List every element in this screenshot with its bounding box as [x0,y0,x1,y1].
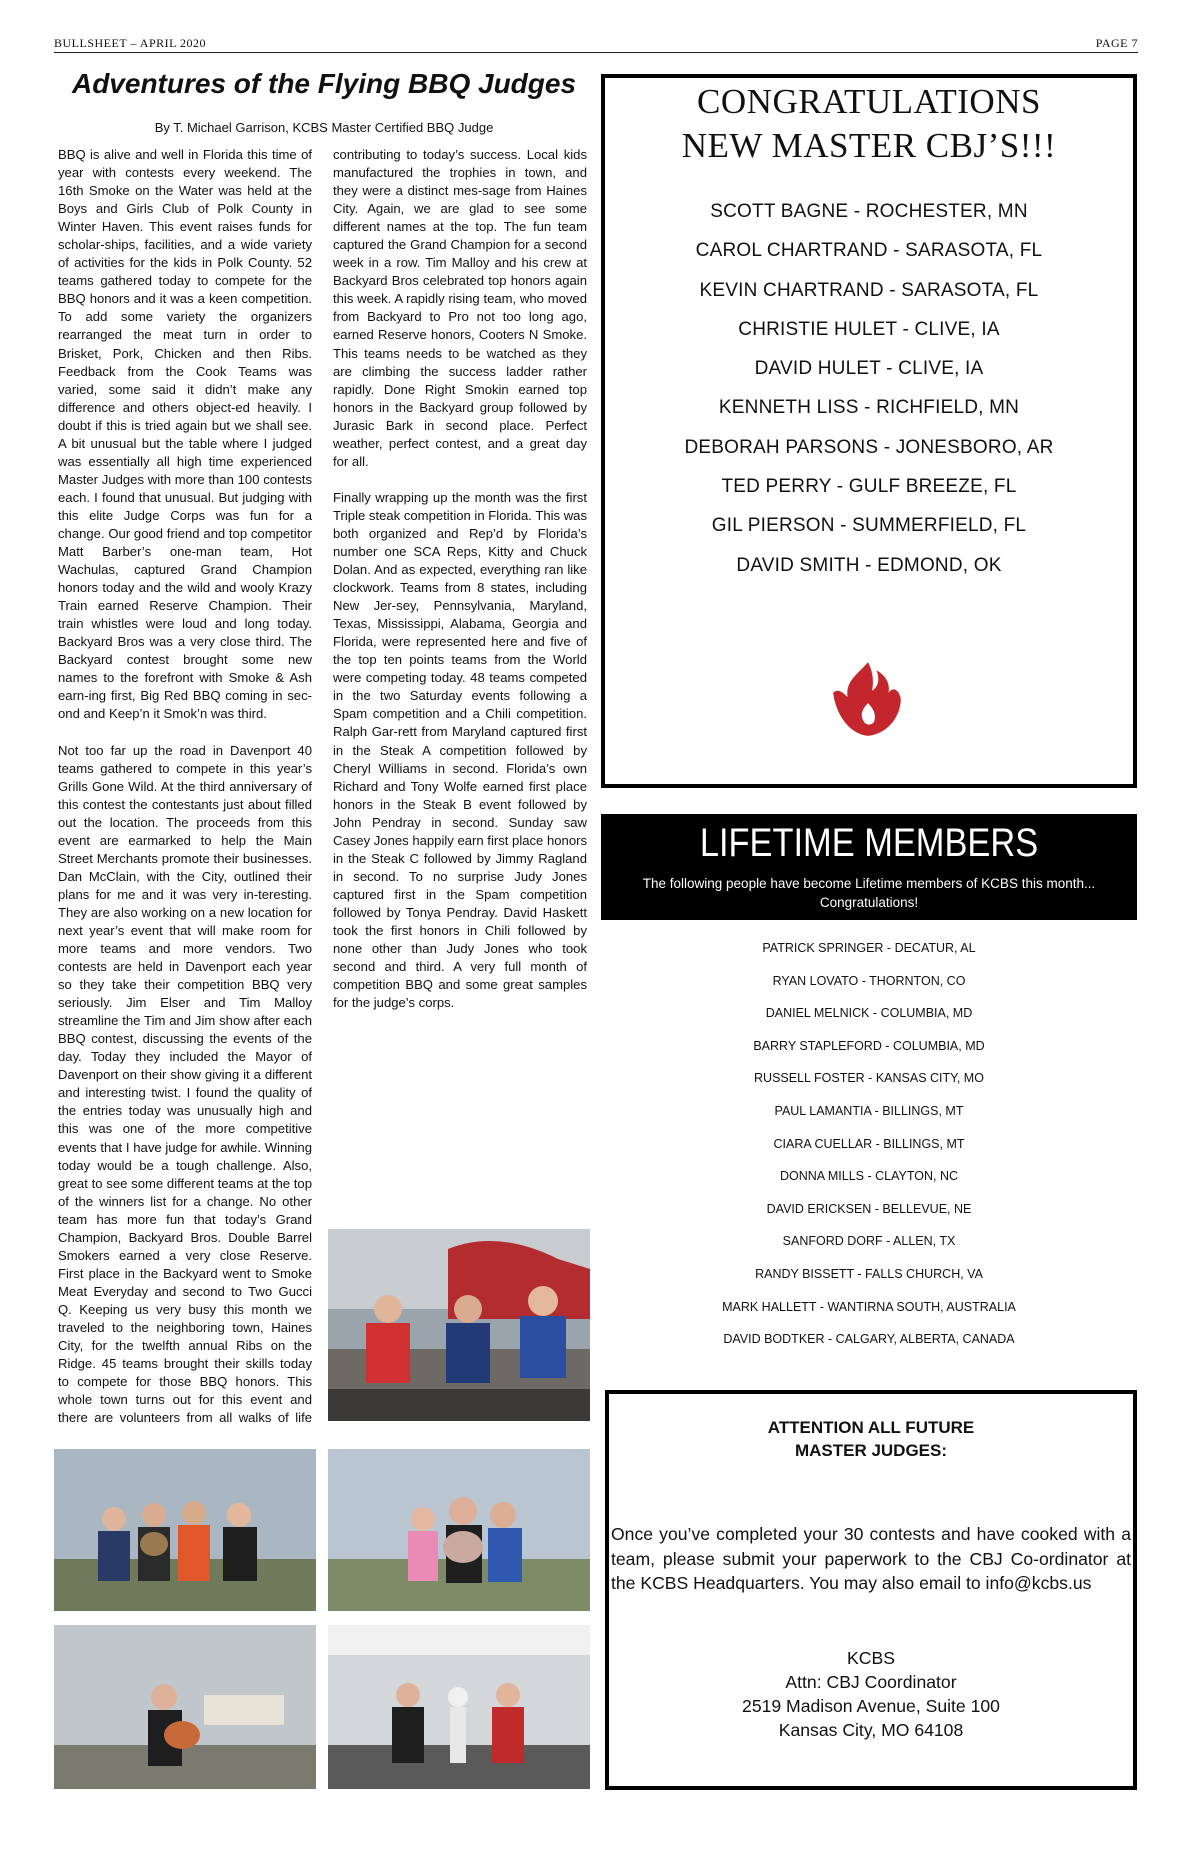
list-item: DEBORAH PARSONS - JONESBORO, AR [684,436,1054,458]
list-item: GIL PIERSON - SUMMERFIELD, FL [711,515,1027,537]
running-head [54,34,1138,53]
lifetime-members-title: LIFETIME MEMBERS [699,821,1039,865]
address-line: KCBS [847,1647,895,1668]
list-item: DAVID SMITH - EDMOND, OK [736,554,1002,576]
list-item: SANFORD DORF - ALLEN, TX [782,1234,956,1249]
attention-body: Once you’ve completed your 30 contests and have cooked with a team, please submit your paperwork to the CBJ Co-ordinator at the KCBS Headquarters. You may also email to info@kcbs.us [611,1524,1131,1593]
list-item: KEVIN CHARTRAND - SARASOTA, FL [699,279,1039,301]
list-item: DANIEL MELNICK - COLUMBIA, MD [765,1006,973,1021]
list-item: SCOTT BAGNE - ROCHESTER, MN [710,201,1028,222]
list-item: DONNA MILLS - CLAYTON, NC [779,1169,959,1184]
publication-name: BULLSHEET – APRIL 2020 [54,36,207,50]
address-line: Kansas City, MO 64108 [778,1719,964,1740]
address-line: 2519 Madison Avenue, Suite 100 [742,1695,1000,1716]
list-item: RYAN LOVATO - THORNTON, CO [772,973,966,988]
photo-group-with-sign [328,1449,590,1611]
lifetime-members-intro: The following people have become Lifetime members of KCBS this month... Congratulations! [642,876,1096,910]
photo-winner-with-barrel [54,1625,316,1789]
attention-title: ATTENTION ALL FUTURE MASTER JUDGES: [767,1418,975,1460]
list-item: RANDY BISSETT - FALLS CHURCH, VA [755,1266,983,1281]
list-item: CIARA CUELLAR - BILLINGS, MT [773,1136,965,1151]
flame-icon [827,658,909,740]
new-master-cbj-list [605,192,1133,585]
list-item: DAVID ERICKSEN - BELLEVUE, NE [766,1201,972,1216]
list-item: DAVID BODTKER - CALGARY, ALBERTA, CANADA [723,1332,1015,1347]
lifetime-members-header [601,814,1137,920]
list-item: BARRY STAPLEFORD - COLUMBIA, MD [753,1038,985,1053]
article-paragraph: Not too far up the road in Davenport 40 teams gathered to compete in this year’s Grills Gone Wild. At the third anniversary of this contest the contestants just about filled out the location. The proceeds from this event are earmarked to help the Main Street Merchants promote their businesses. Dan McClain, with the City, outlined their plans for me and it was very in-teresting. They are also working on a new location for next year’s event that will make room for more teams and more vendors. Two contests are held in Davenport each year so they take their competition BBQ very seriously. Jim Elser and Tim Malloy streamline the Tim and Jim show after each BBQ contest, discussing the events of the day. Today they included the Mayor of Davenport on their show giving it a different and interesting twist. I found the quality of the entries today was unusually high and this was one of the more competitive events that I have judge for awhile. Winning today would be a tough challenge. Also, great to see some different teams at the top of the winners list for a change. No other team has more fun that today’s Grand Champion, Backyard Bros. Double Barrel Smokers earned a very close Reserve. First place in the Backyard went to Smoke Meat Everyday and second to Two Gucci Q. Keeping us very busy this month we traveled to the neighboring town, Haines City, for the twelfth annual Ribs on the Ridge. 45 teams brought their skills today to compete for those BBQ honors. This whole town turns out for this event and there are volunteers from all walks of life contributing to today’s success. Local kids manufactured the trophies in town, and they were a distinct mes-sage from Haines City. Again, we are glad to see some different names at the top. The fun team captured the Grand Champion for a second week in a row. Tim Malloy and his crew at Backyard Bros celebrated top honors again this week. A rapidly rising team, who moved from Backyard to Pro not too long ago, earned Reserve honors, Cooters N Smoke. This teams needs to be watched as they are climbing the success ladder rather rapidly. Done Right Smokin earned top honors in the Backyard group followed by Jurasic Bark in second place. Perfect weather, perfect contest, and a great day for all. [58,147,587,1426]
photo-group-with-skeleton [328,1625,590,1789]
list-item: MARK HALLETT - WANTIRNA SOUTH, AUSTRALIA [722,1299,1016,1314]
congrats-title: CONGRATULATIONS NEW MASTER CBJ’S!!! [681,82,1057,165]
photo-three-judges [328,1229,590,1421]
list-item: TED PERRY - GULF BREEZE, FL [721,476,1017,498]
article-paragraph: Finally wrapping up the month was the first Triple steak competition in Florida. This was both organized and Rep’d by Florida’s number one SCA Reps, Kitty and Chuck Dolan. And as expected, everything ran like clockwork. Teams from 8 states, including New Jer-sey, Pennsylvania, Maryland, Texas, Mississippi, Alabama, Georgia and Florida, were represented here and five of the top ten points teams from the World were competing today. 48 teams competed in the two Saturday events following a Spam competition and a Chili competition. Ralph Gar-rett from Maryland captured first in the Steak A competition followed by Cheryl Williams in second. Florida’s own Richard and Tony Wolfe earned first place honors in the Steak B event followed by John Pendray in second. Sunday saw Casey Jones happily earn first place honors in the Steak C followed by Jimmy Ragland in second. To no surprise Judy Jones captured first in the Spam competition followed by Tonya Pendray. David Haskett took the first honors in Chili followed by none other than Judy Jones who took second and third. A very full month of competition BBQ and some great samples for the judge’s corps. [333,489,587,1011]
photo-team-with-trophy [54,1449,316,1611]
article-byline: By T. Michael Garrison, KCBS Master Certified BBQ Judge [154,120,494,135]
list-item: PATRICK SPRINGER - DECATUR, AL [762,941,976,955]
article-title: Adventures of the Flying BBQ Judges [71,68,577,99]
article-paragraph: BBQ is alive and well in Florida this time of year with contests every weekend. The 16th Smoke on the Water was held at the Boys and Girls Club of Polk County in Winter Haven. This event raises funds for scholar-ships, facilities, and a wide variety of activities for the kids in Polk County. 52 teams gathered today to compete for the BBQ honors and it was a keen competition. To add some variety the organizers rearranged the meat turn in order to Brisket, Pork, Chicken and then Ribs. Feedback from the Cook Teams was varied, some said it didn’t make any difference and others object-ed heavily. I doubt if this is tried again but we shall see. A bit unusual but the table where I judged was essentially all high time experienced Master Judges with more than 100 contests each. I found that unusual. But judging with this elite Judge Corps was fun for a change. Our good friend and top competitor Matt Barber’s one-man team, Hot Wachulas, captured Grand Champion honors today and the wild and wooly Krazy Train earned Reserve Champion. Their train whistles were loud and long today. Backyard Bros was a very close third. The Backyard contest brought some new names to the forefront with Smoke & Ash earn-ing first, Big Red BBQ coming in sec-ond and Keep’n it Smok’n was third. [58,147,312,722]
list-item: DAVID HULET - CLIVE, IA [754,358,984,380]
list-item: RUSSELL FOSTER - KANSAS CITY, MO [754,1071,984,1086]
list-item: CAROL CHARTRAND - SARASOTA, FL [695,240,1043,262]
page-number: PAGE 7 [1095,36,1138,50]
list-item: PAUL LAMANTIA - BILLINGS, MT [774,1103,964,1118]
list-item: CHRISTIE HULET - CLIVE, IA [738,318,1000,340]
list-item: KENNETH LISS - RICHFIELD, MN [718,397,1020,419]
mailing-address [609,1646,1133,1742]
address-line: Attn: CBJ Coordinator [785,1671,957,1692]
lifetime-members-list [601,932,1137,1356]
attention-future-master-judges-box [605,1390,1137,1790]
congrats-master-cbj-box [601,74,1137,788]
